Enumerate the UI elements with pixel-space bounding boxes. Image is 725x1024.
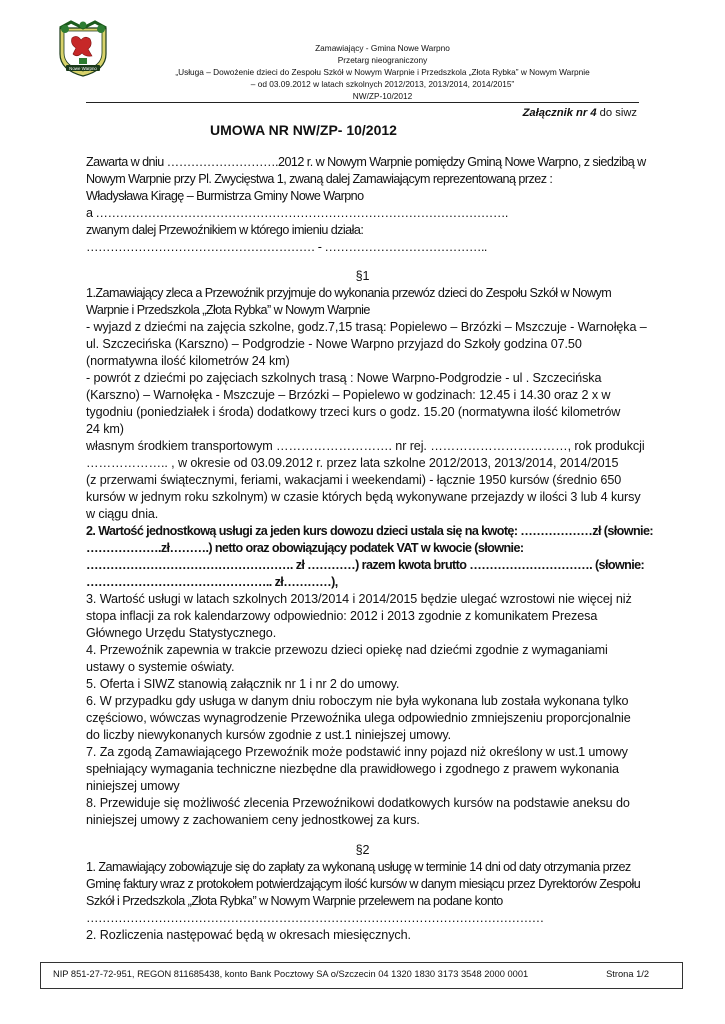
- header-line: NW/ZP-10/2012: [352, 91, 413, 101]
- price-clause-line: ……………….zł……….) netto oraz obowiązujący podatek VAT w kwocie (słownie:: [86, 541, 524, 555]
- paragraph-line: własnym środkiem transportowym ………………………. nr rej. ……………………………, rok produkcji: [86, 439, 645, 453]
- price-clause-line: 2. Wartość jednostkową usługi za jeden kurs dowozu dzieci ustala się na kwotę: ………………zł (słownie:: [86, 524, 653, 538]
- paragraph-line: (Karszno) – Warnołęka - Mszczuje – Brzózki – Popielewo w godzinach: 12.45 i 14.30 oraz 2 x w: [86, 388, 611, 402]
- paragraph-line: Głównego Urzędu Statystycznego.: [86, 626, 277, 640]
- paragraph-line: 8. Przewiduje się możliwość zlecenia Przewoźnikowi dodatkowych kursów na podstawie aneksu do: [86, 796, 630, 810]
- preamble-line: zwanym dalej Przewoźnikiem w którego imieniu działa:: [86, 223, 364, 237]
- page-title: UMOWA NR NW/ZP- 10/2012: [210, 122, 397, 138]
- paragraph-line: częściowo, wówczas wynagrodzenie Przewoźnika ulega odpowiednio zmniejszeniu proporcjonalnie: [86, 711, 631, 725]
- preamble-line: Władysława Kiragę – Burmistrza Gminy Nowe Warpno: [86, 189, 364, 203]
- paragraph-line: 5. Oferta i SIWZ stanowią załącznik nr 1 i nr 2 do umowy.: [86, 677, 400, 691]
- preamble-line: Nowym Warpnie przy Pl. Zwycięstwa 1, zwaną dalej Zamawiającym reprezentowaną przez :: [86, 172, 553, 186]
- preamble-line: a ………………………………………………………………………………………….: [86, 206, 508, 220]
- paragraph-line: Warpnie i Przedszkola „Złota Rybka” w Nowym Warpnie: [86, 303, 370, 317]
- svg-text:Nowe Warpno: Nowe Warpno: [69, 66, 97, 71]
- price-clause-line: ……………………………………….. zł…………),: [86, 575, 338, 589]
- paragraph-line: 1.Zamawiający zleca a Przewoźnik przyjmuje do wykonania przewóz dzieci do Zespołu Szkół w Nowym: [86, 286, 612, 300]
- preamble-line: ………………………………………………… - …………………………………..: [86, 240, 487, 254]
- footer-company-info: NIP 851-27-72-951, REGON 811685438, konto Bank Pocztowy SA o/Szczecin 04 1320 1830 3173 3548 2000 0001: [53, 969, 529, 979]
- header-line: Przetarg nieograniczony: [337, 55, 428, 65]
- paragraph-line: stopa inflacji za rok kalendarzowy odpowiednio: 2012 i 2013 zgodnie z komunikatem Prezesa: [86, 609, 598, 623]
- paragraph-line: niniejszej umowy: [86, 779, 180, 793]
- paragraph-line: w ciągu dnia.: [86, 507, 159, 521]
- paragraph-line: 3. Wartość usługi w latach szkolnych 2013/2014 i 2014/2015 będzie ulegać wzrostowi nie więcej niż: [86, 592, 632, 606]
- paragraph-line: 6. W przypadku gdy usługa w danym dniu roboczym nie była wykonana lub została wykonana tylko: [86, 694, 629, 708]
- page-footer: [40, 962, 683, 989]
- paragraph-line: ustawy o systemie oświaty.: [86, 660, 235, 674]
- section-2-heading: §2: [355, 843, 370, 857]
- section-1-heading: §1: [355, 269, 370, 283]
- page-number: Strona 1/2: [606, 969, 649, 979]
- paragraph-line: - wyjazd z dziećmi na zajęcia szkolne, godz.7,15 trasą: Popielewo – Brzózki – Mszczuje - Warnołęka –: [86, 320, 647, 334]
- document-header: [110, 42, 655, 102]
- paragraph-line: (z przerwami świątecznymi, feriami, wakacjami i weekendami) - łącznie 1950 kursów (średnio 650: [86, 473, 622, 487]
- header-line: „Usługa – Dowożenie dzieci do Zespołu Szkół w Nowym Warpnie i Przedszkola „Złota Rybka” w Nowym Warpnie: [175, 67, 590, 77]
- paragraph-line: 4. Przewoźnik zapewnia w trakcie przewozu dzieci opiekę nad dziećmi zgodnie z wymaganiami: [86, 643, 608, 657]
- attachment-label: Załącznik nr 4 do siwz: [522, 107, 637, 119]
- header-divider: [86, 102, 639, 103]
- preamble-line: Zawarta w dniu ……………………….2012 r. w Nowym Warpnie pomiędzy Gminą Nowe Warpno, z siedzibą w: [86, 155, 646, 169]
- paragraph-line: 7. Za zgodą Zamawiającego Przewoźnik może podstawić inny pojazd niż określony w ust.1 umowy: [86, 745, 628, 759]
- paragraph-line: niniejszej umowy z zachowaniem ceny jednostkowej za kurs.: [86, 813, 420, 827]
- paragraph-line: 24 km): [86, 422, 124, 436]
- header-line: Zamawiający - Gmina Nowe Warpno: [315, 43, 450, 53]
- paragraph-line: - powrót z dziećmi po zajęciach szkolnych trasą : Nowe Warpno-Podgrodzie - ul . Szczecińska: [86, 371, 602, 385]
- paragraph-line: spełniający wymagania techniczne niezbędne dla prawidłowego i zgodnego z prawem wykonania: [86, 762, 619, 776]
- paragraph-line: 1. Zamawiający zobowiązuje się do zapłaty za wykonaną usługę w terminie 14 dni od daty otrzymania przez: [86, 860, 631, 874]
- paragraph-line: Gminę faktury wraz z protokołem potwierdzającym ilość kursów w danym miesiącu przez Dyrektorów Zespołu: [86, 877, 641, 891]
- paragraph-line: do liczby niewykonanych kursów zgodnie z ust.1 niniejszej umowy.: [86, 728, 452, 742]
- paragraph-line: (normatywna ilość kilometrów 24 km): [86, 354, 290, 368]
- paragraph-line: Szkół i Przedszkola „Złota Rybka” w Nowym Warpnie przelewem na podane konto: [86, 894, 503, 908]
- price-clause-line: ……………………………………………. zł …………) razem kwota brutto …………………………. (słownie:: [86, 558, 645, 572]
- paragraph-line: kursów w jednym roku szkolnym) w czasie których będą wykonywane przejazdy w ilości 3 lub 4 kursy: [86, 490, 641, 504]
- paragraph-line: ……………………………………………………………………………………………………: [86, 911, 544, 925]
- paragraph-line: ……………….. , w okresie od 03.09.2012 r. przez lata szkolne 2012/2013, 2013/2014, 2014/2015: [86, 456, 619, 470]
- header-line: – od 03.09.2012 w latach szkolnych 2012/2013, 2013/2014, 2014/2015”: [250, 79, 515, 89]
- coat-of-arms-logo: [57, 20, 109, 78]
- paragraph-line: tygodniu (poniedziałek i środa) dodatkowy trzeci kurs o godz. 15.20 (normatywna ilość kilometrów: [86, 405, 621, 419]
- paragraph-line: 2. Rozliczenia następować będą w okresach miesięcznych.: [86, 928, 411, 942]
- paragraph-line: ul. Szczecińska (Karszno) – Podgrodzie - Nowe Warpno przyjazd do Szkoły godzina 07.50: [86, 337, 582, 351]
